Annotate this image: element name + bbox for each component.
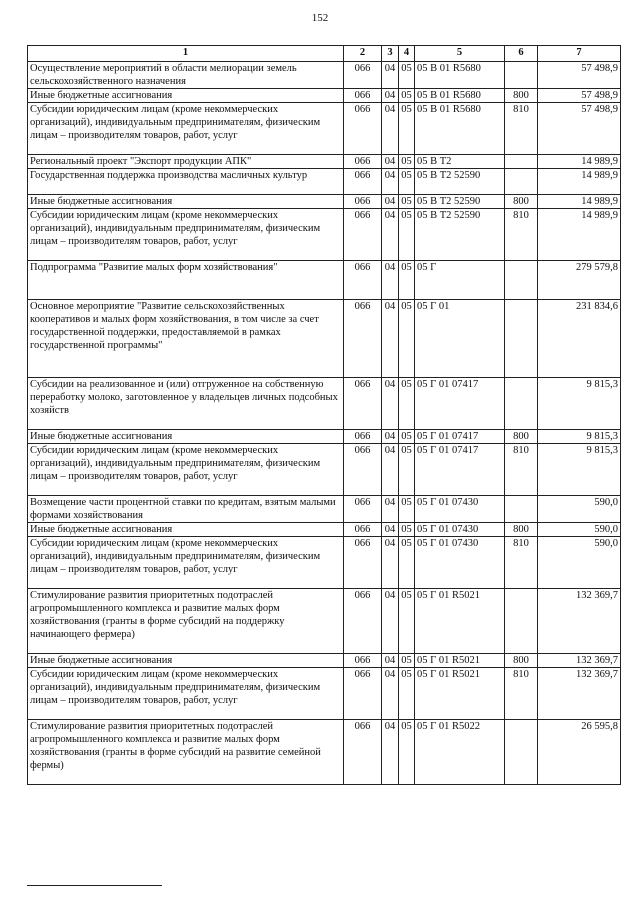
expense-type-code: 800	[505, 654, 538, 668]
table-row	[28, 430, 621, 444]
table-row	[28, 195, 621, 209]
amount: 590,0	[538, 496, 621, 523]
row-name: Иные бюджетные ассигнования	[28, 430, 344, 444]
table-row	[28, 155, 621, 169]
subsection-code: 05	[399, 103, 415, 155]
amount: 231 834,6	[538, 300, 621, 378]
amount: 590,0	[538, 523, 621, 537]
table-row	[28, 668, 621, 720]
page-number: 152	[311, 12, 329, 24]
table-row	[28, 720, 621, 785]
subsection-code: 05	[399, 261, 415, 300]
table-row	[28, 537, 621, 589]
expense-type-code: 800	[505, 523, 538, 537]
target-article-code: 05 Г 01 R5022	[415, 720, 505, 785]
section-code: 04	[382, 496, 399, 523]
row-name: Стимулирование развития приоритетных подотраслей агропромышленного комплекса и развитие малых форм хозяйствования (гранты в форме субсидий на поддержку начинающего фермера)	[28, 589, 344, 654]
ministry-code: 066	[344, 195, 382, 209]
row-name: Государственная поддержка производства масличных культур	[28, 169, 344, 195]
amount: 57 498,9	[538, 89, 621, 103]
table-row	[28, 589, 621, 654]
subsection-code: 05	[399, 654, 415, 668]
column-header: 1	[28, 46, 344, 62]
expense-type-code	[505, 496, 538, 523]
target-article-code: 05 Г 01 R5021	[415, 654, 505, 668]
ministry-code: 066	[344, 668, 382, 720]
ministry-code: 066	[344, 589, 382, 654]
section-code: 04	[382, 430, 399, 444]
target-article-code: 05 В 01 R5680	[415, 62, 505, 89]
column-header: 6	[505, 46, 538, 62]
ministry-code: 066	[344, 720, 382, 785]
table-row	[28, 300, 621, 378]
expense-type-code	[505, 720, 538, 785]
target-article-code: 05 В Т2 52590	[415, 209, 505, 261]
row-name: Стимулирование развития приоритетных подотраслей агропромышленного комплекса и развитие малых форм хозяйствования (гранты в форме субсидий на развитие семейной фермы)	[28, 720, 344, 785]
amount: 14 989,9	[538, 155, 621, 169]
subsection-code: 05	[399, 523, 415, 537]
expense-type-code	[505, 169, 538, 195]
row-name: Субсидии юридическим лицам (кроме некоммерческих организаций), индивидуальным предпринимателям, физическим лицам – производителям товаров, работ, услуг	[28, 668, 344, 720]
section-code: 04	[382, 209, 399, 261]
target-article-code: 05 Г 01 R5021	[415, 589, 505, 654]
target-article-code: 05 В Т2 52590	[415, 169, 505, 195]
expense-type-code	[505, 261, 538, 300]
expense-type-code	[505, 378, 538, 430]
target-article-code: 05 Г 01 R5021	[415, 668, 505, 720]
budget-table	[27, 45, 621, 785]
target-article-code: 05 Г 01 07430	[415, 496, 505, 523]
target-article-code: 05 Г 01 07430	[415, 537, 505, 589]
subsection-code: 05	[399, 444, 415, 496]
section-code: 04	[382, 261, 399, 300]
amount: 14 989,9	[538, 195, 621, 209]
amount: 14 989,9	[538, 169, 621, 195]
expense-type-code: 800	[505, 89, 538, 103]
row-name: Иные бюджетные ассигнования	[28, 89, 344, 103]
section-code: 04	[382, 654, 399, 668]
column-header: 5	[415, 46, 505, 62]
table-row	[28, 444, 621, 496]
expense-type-code	[505, 300, 538, 378]
table-row	[28, 523, 621, 537]
amount: 132 369,7	[538, 589, 621, 654]
amount: 9 815,3	[538, 378, 621, 430]
ministry-code: 066	[344, 261, 382, 300]
subsection-code: 05	[399, 378, 415, 430]
header-row	[28, 46, 621, 62]
column-header: 2	[344, 46, 382, 62]
ministry-code: 066	[344, 169, 382, 195]
section-code: 04	[382, 103, 399, 155]
target-article-code: 05 В 01 R5680	[415, 89, 505, 103]
section-code: 04	[382, 89, 399, 103]
subsection-code: 05	[399, 300, 415, 378]
section-code: 04	[382, 378, 399, 430]
row-name: Осуществление мероприятий в области мелиорации земель сельскохозяйственного назначения	[28, 62, 344, 89]
row-name: Иные бюджетные ассигнования	[28, 195, 344, 209]
ministry-code: 066	[344, 537, 382, 589]
expense-type-code: 810	[505, 668, 538, 720]
target-article-code: 05 Г 01 07417	[415, 444, 505, 496]
table-row	[28, 496, 621, 523]
row-name: Иные бюджетные ассигнования	[28, 654, 344, 668]
table-row	[28, 654, 621, 668]
table-row	[28, 209, 621, 261]
amount: 132 369,7	[538, 668, 621, 720]
ministry-code: 066	[344, 430, 382, 444]
row-name: Субсидии юридическим лицам (кроме некоммерческих организаций), индивидуальным предпринимателям, физическим лицам – производителям товаров, работ, услуг	[28, 444, 344, 496]
ministry-code: 066	[344, 89, 382, 103]
section-code: 04	[382, 195, 399, 209]
ministry-code: 066	[344, 62, 382, 89]
section-code: 04	[382, 589, 399, 654]
amount: 279 579,8	[538, 261, 621, 300]
expense-type-code	[505, 62, 538, 89]
expense-type-code: 800	[505, 195, 538, 209]
target-article-code: 05 Г 01 07417	[415, 430, 505, 444]
row-name: Иные бюджетные ассигнования	[28, 523, 344, 537]
table-row	[28, 169, 621, 195]
row-name: Основное мероприятие "Развитие сельскохозяйственных кооперативов и малых форм хозяйствования, в том числе за счет государственной поддержки, предоставляемой в рамках государственной программы"	[28, 300, 344, 378]
section-code: 04	[382, 523, 399, 537]
ministry-code: 066	[344, 103, 382, 155]
target-article-code: 05 Г 01 07417	[415, 378, 505, 430]
subsection-code: 05	[399, 589, 415, 654]
section-code: 04	[382, 155, 399, 169]
amount: 57 498,9	[538, 62, 621, 89]
amount: 14 989,9	[538, 209, 621, 261]
expense-type-code: 800	[505, 430, 538, 444]
amount: 590,0	[538, 537, 621, 589]
section-code: 04	[382, 720, 399, 785]
subsection-code: 05	[399, 89, 415, 103]
section-code: 04	[382, 300, 399, 378]
target-article-code: 05 В Т2	[415, 155, 505, 169]
row-name: Субсидии юридическим лицам (кроме некоммерческих организаций), индивидуальным предпринимателям, физическим лицам – производителям товаров, работ, услуг	[28, 537, 344, 589]
ministry-code: 066	[344, 155, 382, 169]
amount: 26 595,8	[538, 720, 621, 785]
row-name: Субсидии юридическим лицам (кроме некоммерческих организаций), индивидуальным предпринимателям, физическим лицам – производителям товаров, работ, услуг	[28, 209, 344, 261]
table-row	[28, 261, 621, 300]
row-name: Региональный проект "Экспорт продукции АПК"	[28, 155, 344, 169]
subsection-code: 05	[399, 496, 415, 523]
amount: 132 369,7	[538, 654, 621, 668]
column-header: 3	[382, 46, 399, 62]
ministry-code: 066	[344, 209, 382, 261]
subsection-code: 05	[399, 430, 415, 444]
row-name: Субсидии юридическим лицам (кроме некоммерческих организаций), индивидуальным предпринимателям, физическим лицам – производителям товаров, работ, услуг	[28, 103, 344, 155]
subsection-code: 05	[399, 209, 415, 261]
table-row	[28, 378, 621, 430]
column-header: 7	[538, 46, 621, 62]
subsection-code: 05	[399, 62, 415, 89]
expense-type-code	[505, 589, 538, 654]
table-row	[28, 103, 621, 155]
target-article-code: 05 В Т2 52590	[415, 195, 505, 209]
target-article-code: 05 Г	[415, 261, 505, 300]
subsection-code: 05	[399, 155, 415, 169]
column-header: 4	[399, 46, 415, 62]
subsection-code: 05	[399, 195, 415, 209]
expense-type-code: 810	[505, 103, 538, 155]
section-code: 04	[382, 537, 399, 589]
ministry-code: 066	[344, 654, 382, 668]
ministry-code: 066	[344, 300, 382, 378]
expense-type-code	[505, 155, 538, 169]
row-name: Подпрограмма "Развитие малых форм хозяйствования"	[28, 261, 344, 300]
section-code: 04	[382, 668, 399, 720]
amount: 9 815,3	[538, 430, 621, 444]
section-code: 04	[382, 444, 399, 496]
row-name: Субсидии на реализованное и (или) отгруженное на собственную переработку молоко, заготовленное у владельцев личных подсобных хозяйств	[28, 378, 344, 430]
ministry-code: 066	[344, 444, 382, 496]
amount: 57 498,9	[538, 103, 621, 155]
ministry-code: 066	[344, 523, 382, 537]
target-article-code: 05 Г 01 07430	[415, 523, 505, 537]
expense-type-code: 810	[505, 209, 538, 261]
section-code: 04	[382, 169, 399, 195]
target-article-code: 05 В 01 R5680	[415, 103, 505, 155]
amount: 9 815,3	[538, 444, 621, 496]
ministry-code: 066	[344, 378, 382, 430]
expense-type-code: 810	[505, 537, 538, 589]
footnote-separator	[27, 885, 162, 886]
section-code: 04	[382, 62, 399, 89]
subsection-code: 05	[399, 720, 415, 785]
table-row	[28, 89, 621, 103]
table-row	[28, 62, 621, 89]
subsection-code: 05	[399, 169, 415, 195]
ministry-code: 066	[344, 496, 382, 523]
row-name: Возмещение части процентной ставки по кредитам, взятым малыми формами хозяйствования	[28, 496, 344, 523]
subsection-code: 05	[399, 668, 415, 720]
subsection-code: 05	[399, 537, 415, 589]
target-article-code: 05 Г 01	[415, 300, 505, 378]
expense-type-code: 810	[505, 444, 538, 496]
